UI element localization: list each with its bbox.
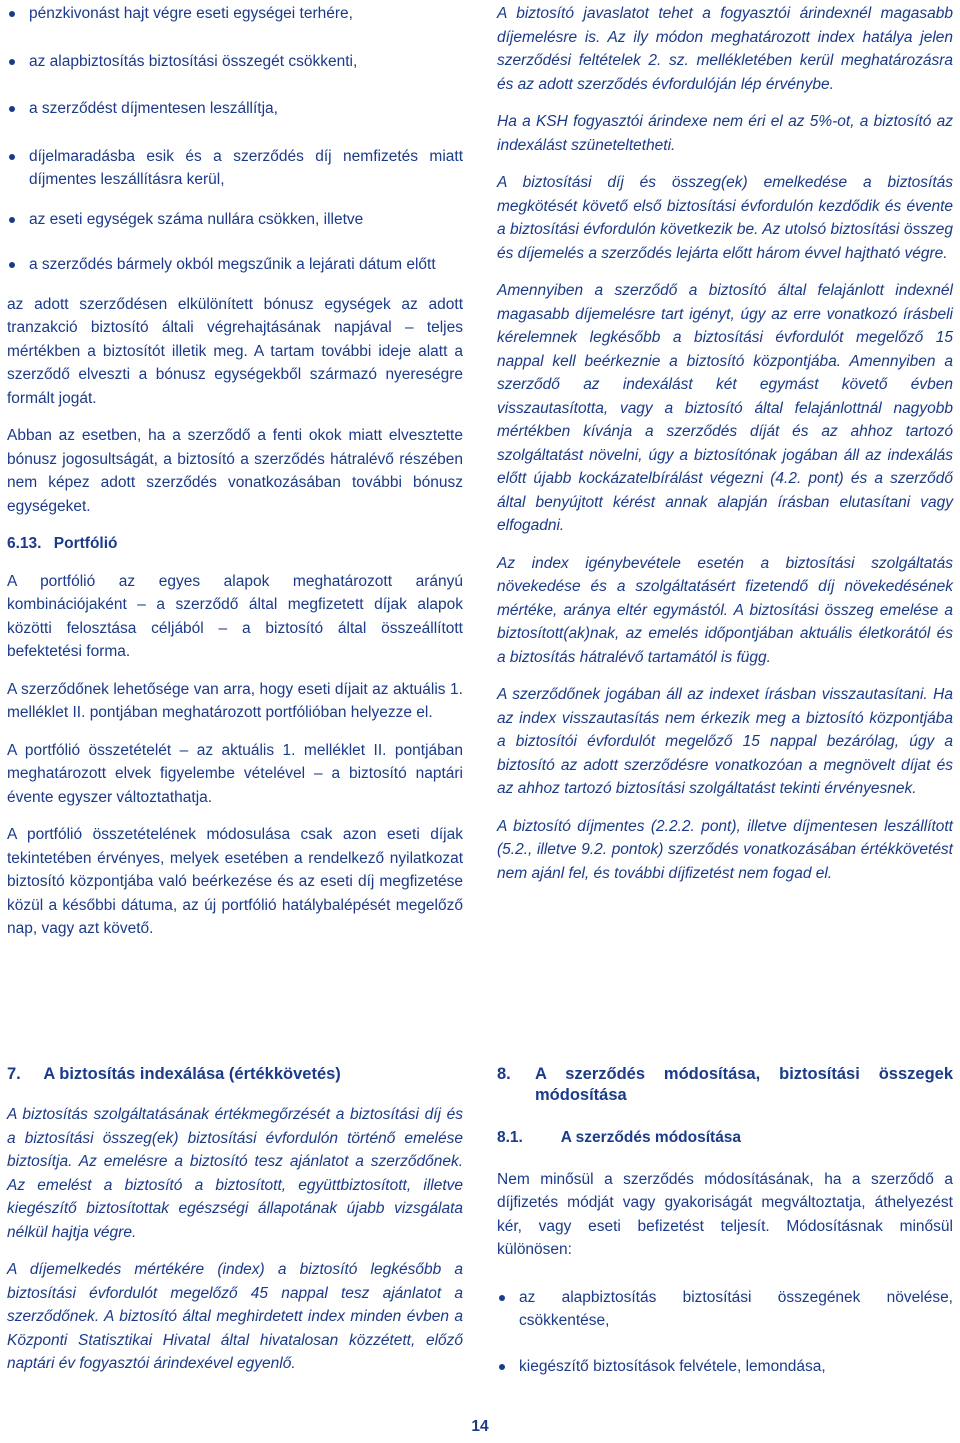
subsection-heading-8-1 xyxy=(497,1126,953,1150)
index-paragraph-3: A biztosítási díj és összeg(ek) emelkedése a biztosítás megkötését követő első biztosítási évfordulón kezdődik és évente a biztosítási évfordulón következik be. Az utolsó biztosítási összeg és díjemelés a szerződés lejárta előtt három évvel hajtható végre. xyxy=(497,174,953,262)
portfolio-paragraph-2: A szerződőnek lehetősége van arra, hogy eseti díjait az aktuális 1. melléklet II. pontjában meghatározott portfólióban helyezze el. xyxy=(7,680,463,721)
index-paragraph-5: Az index igénybevétele esetén a biztosítási szolgáltatás növekedése és a szolgáltatásért fizetendő díj növekedésének mértéke, aránya eltér egymástól. A biztosítási összeg emelése a biztosított(ak)nak, az emelés időpontjában aktuális életkorától és a biztosítás hátralévő tartamától is függ. xyxy=(497,554,953,666)
bullet-list-conditions xyxy=(7,2,463,277)
portfolio-paragraph-3: A portfólió összetételét – az aktuális 1. melléklet II. pontjában meghatározott elvek figyelembe vételével – a biztosító naptári évente egyszer változtathatja. xyxy=(7,741,463,806)
index-paragraph-2: Ha a KSH fogyasztói árindexe nem éri el az 5%-ot, a biztosító az indexálást szüneteltetheti. xyxy=(497,113,953,154)
subsection-title: A szerződés módosítása xyxy=(560,1129,742,1146)
bullet-list-modifications xyxy=(497,1286,953,1379)
section-title: A szerződés módosítása, biztosítási összegek módosítása xyxy=(535,1065,953,1104)
list-item: a szerződést díjmentesen leszállítja, xyxy=(7,97,463,121)
index-paragraph-7: A biztosító díjmentes (2.2.2. pont), illetve díjmentesen leszállított (5.2., illetve 9.2. pontok) szerződés vonatkozásában értékkövetést nem ajánl fel, és további díjfizetést nem fogad el. xyxy=(497,817,953,882)
indexation-paragraph-2: A díjemelkedés mértékére (index) a biztosító legkésőbb a biztosítási évfordulót megelőző 45 nappal tesz ajánlatot a szerződőnek. A biztosító által meghirdetett index minden évben a Központi Statisztikai Hivatal által hivatalosan közzétett, előző naptári év fogyasztói árindexével egyenlő. xyxy=(7,1261,463,1372)
index-paragraph-4: Amennyiben a szerződő a biztosító által felajánlott indexnél magasabb díjemelésre tart igényt, úgy az erre vonatkozó írásbeli kérelemnek legkésőbb a biztosítási évfordulót megelőző 15 nappal kell beérkeznie a biztosító központjába. Amennyiben a szerződő az indexálást két egymást követő évben visszautasította, vagy a biztosító által felajánlottnál nagyobb mértékben kívánja a szerződés díját és az ahhoz tartozó szolgáltatást növelni, úgy a biztosítónak jogában áll az indexálás előtt újabb kockázatelbírálást végezni (4.2. pont) és a szerződő által benyújtott kérést annak alapján írásban elutasítani vagy elfogadni. xyxy=(497,282,953,534)
list-item: az eseti egységek száma nullára csökken, illetve xyxy=(7,208,463,232)
page-number: 14 xyxy=(471,1418,489,1435)
list-item: a szerződés bármely okból megszűnik a lejárati dátum előtt xyxy=(7,253,463,277)
list-item: díjelmaradásba esik és a szerződés díj nemfizetés miatt díjmentes leszállításra kerül, xyxy=(7,145,463,192)
section-heading-8 xyxy=(497,1064,953,1106)
section-title: A biztosítás indexálása (értékkövetés) xyxy=(43,1065,341,1083)
list-item: az alapbiztosítás biztosítási összegének növelése, csökkentése, xyxy=(497,1286,953,1333)
section-number: 6.13. xyxy=(7,535,42,552)
left-column-top xyxy=(7,2,463,955)
portfolio-paragraph-1: A portfólió az egyes alapok meghatározott arányú kombinációjaként – a szerződő által megfizetett díjak alapok közötti felosztása céljából – a biztosító által összeállított befektetési forma. xyxy=(7,572,463,660)
modification-paragraph: Nem minősül a szerződés módosításának, ha a szerződő a díjfizetés módját vagy gyakoriságát megváltoztatja, áthelyezést kér, vagy eseti befizetést teljesít. Módosításnak minősül különösen: xyxy=(497,1170,953,1258)
list-item: pénzkivonást hajt végre eseti egységei terhére, xyxy=(7,2,463,26)
subsection-number: 8.1. xyxy=(497,1129,523,1146)
index-paragraph-6: A szerződőnek jogában áll az indexet írásban visszautasítani. Ha az index visszautasítás nem érkezik meg a biztosító központjába a biztosítói évfordulót megelőző 15 nappal bezárólag, úgy a biztosító az adott szerződésre vonatkozóan a megnövelt díjat és az ahhoz tartozó biztosítási szolgáltatást tekinti érvényesnek. xyxy=(497,686,953,797)
section-heading-6-13 xyxy=(7,532,463,556)
list-item: az alapbiztosítás biztosítási összegét csökkenti, xyxy=(7,50,463,74)
right-column-top xyxy=(497,2,953,899)
bonus-paragraph: az adott szerződésen elkülönített bónusz egységek az adott tranzakció biztosító általi végrehajtásának napjával – teljes mértékben a biztosítót illetik meg. A tartam további ideje alatt a szerződő elveszti a bónusz egységekből származó nyereségre formált jogát. xyxy=(7,295,463,407)
section-number: 7. xyxy=(7,1065,21,1083)
section-title: Portfólió xyxy=(53,535,118,552)
bonus-loss-paragraph: Abban az esetben, ha a szerződő a fenti okok miatt elvesztette bónusz jogosultságát, a biztosító a szerződés hátralévő részében nem képez adott szerződés vonatkozásában további bónusz egységeket. xyxy=(7,427,463,515)
index-paragraph-1: A biztosító javaslatot tehet a fogyasztói árindexnél magasabb díjemelésre is. Az ily módon meghatározott index hatálya jelen szerződési feltételek 2. sz. mellékletében kerül meghatározásra és az adott szerződés évfordulóján lép érvénybe. xyxy=(497,5,953,93)
list-item: kiegészítő biztosítások felvétele, lemondása, xyxy=(497,1355,953,1379)
right-column-bottom xyxy=(497,1064,953,1378)
section-heading-7 xyxy=(7,1064,463,1085)
section-number: 8. xyxy=(497,1065,511,1083)
portfolio-paragraph-4: A portfólió összetételének módosulása csak azon eseti díjak tekintetében érvényes, melyek esetében a rendelkező nyilatkozat biztosító központjába való beérkezése és az eseti díj megfizetése közül a későbbi dátuma, az új portfólió hatálybalépését megelőző nap, vagy azt követő. xyxy=(7,826,463,937)
indexation-paragraph-1: A biztosítás szolgáltatásának értékmegőrzését a biztosítási díj és a biztosítási összeg(ek) biztosítási évfordulón történő emelése biztosítja. Az emelésre a biztosító tesz ajánlatot a szerződőnek. Az emelést a biztosító a biztosított, együttbiztosított, illetve kiegészítő biztosítottak egészségi állapotának újabb vizsgálata nélkül hajtja végre. xyxy=(7,1106,463,1241)
left-column-bottom xyxy=(7,1064,463,1390)
